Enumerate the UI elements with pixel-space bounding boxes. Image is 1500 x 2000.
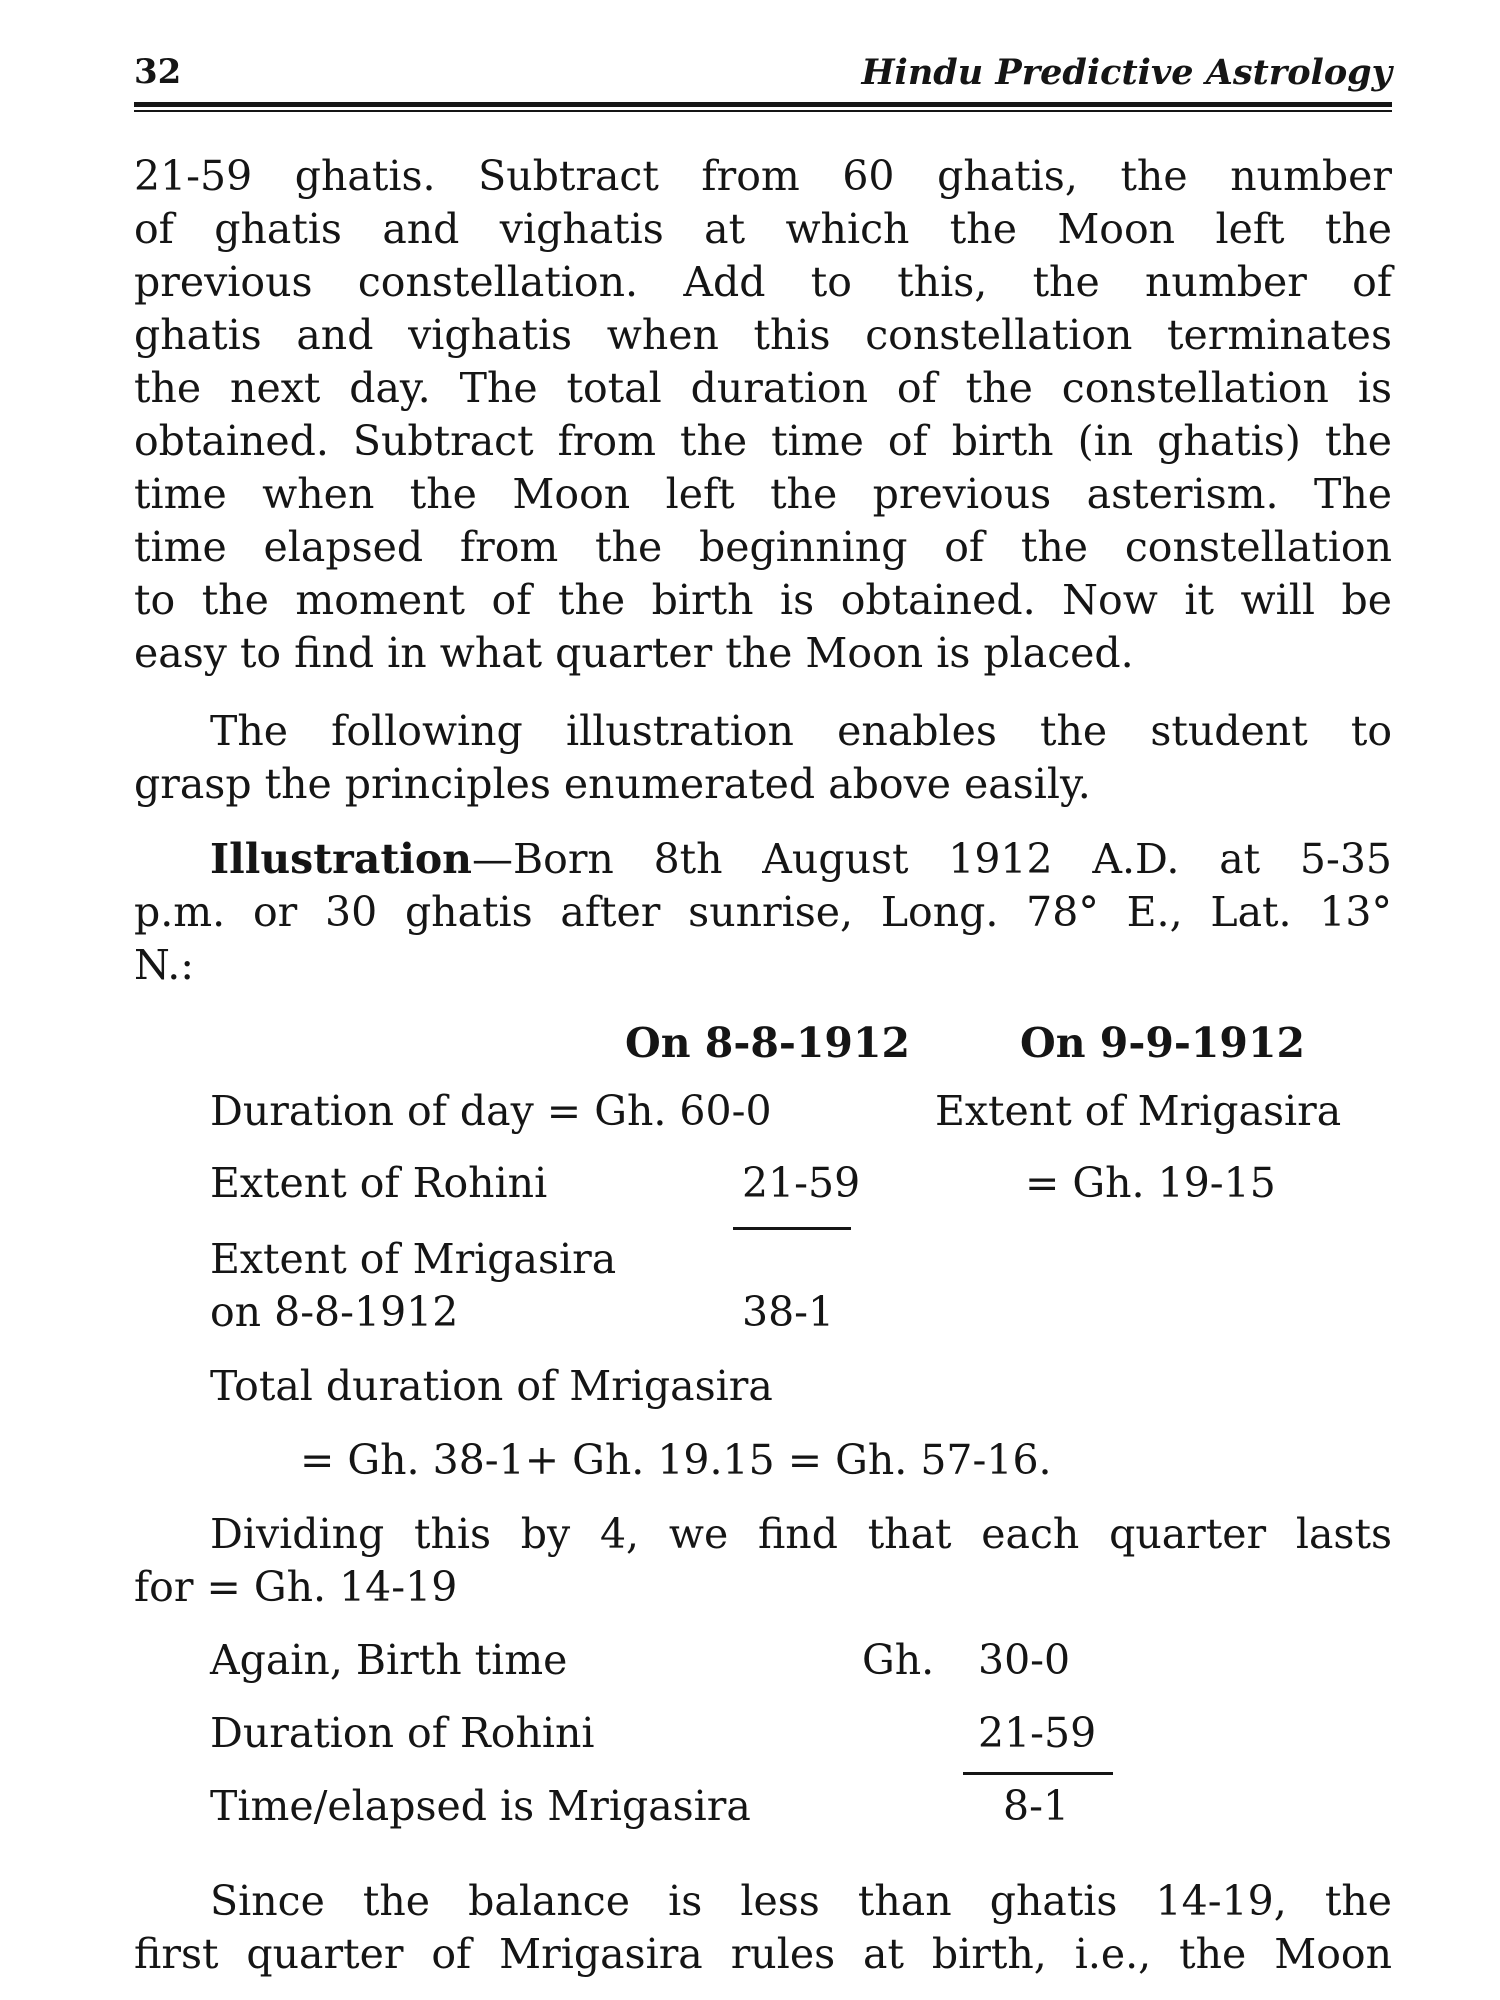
text-line: p.m. or 30 ghatis after sunrise, Long. 78° E., Lat. 13° xyxy=(134,888,1392,936)
text-line: N.: xyxy=(134,941,195,989)
extent-mrigasira-label-b: on 8-8-1912 xyxy=(210,1288,459,1336)
total-duration-label: Total duration of Mrigasira xyxy=(210,1362,773,1410)
illustration-paragraph xyxy=(134,833,1392,992)
total-duration-equation: = Gh. 38-1+ Gh. 19.15 = Gh. 57-16. xyxy=(300,1436,1052,1484)
text-line xyxy=(134,833,1392,886)
text-line: ghatis and vighatis when this constellation terminates xyxy=(134,311,1392,359)
birth-time-value: 30-0 xyxy=(978,1636,1071,1684)
text-line: Dividing this by 4, we find that each quarter lasts xyxy=(210,1510,1392,1558)
running-title: Hindu Predictive Astrology xyxy=(861,52,1392,93)
text-line: 21-59 ghatis. Subtract from 60 ghatis, the number xyxy=(134,152,1392,200)
illustration-line1-text: —Born 8th August 1912 A.D. at 5-35 xyxy=(472,835,1392,883)
extent-mrigasira-value: 38-1 xyxy=(742,1288,835,1336)
time-elapsed-value: 8-1 xyxy=(1003,1782,1070,1830)
text-line: time elapsed from the beginning of the constellation xyxy=(134,523,1392,571)
birth-time-unit: Gh. xyxy=(862,1636,935,1684)
text-line: of ghatis and vighatis at which the Moon left the xyxy=(134,205,1392,253)
birth-time-label: Again, Birth time xyxy=(210,1636,568,1684)
text-line: for = Gh. 14-19 xyxy=(134,1563,458,1611)
text-line: easy to find in what quarter the Moon is placed. xyxy=(134,629,1134,677)
page-number: 32 xyxy=(134,52,182,92)
text-line: first quarter of Mrigasira rules at birth, i.e., the Moon xyxy=(134,1930,1392,1978)
text-line: the next day. The total duration of the constellation is xyxy=(134,364,1392,412)
text-line: Since the balance is less than ghatis 14-19, the xyxy=(210,1877,1392,1925)
text-line: obtained. Subtract from the time of birth (in ghatis) the xyxy=(134,417,1392,465)
text-line: grasp the principles enumerated above easily. xyxy=(134,760,1091,808)
text-line: to the moment of the birth is obtained. Now it will be xyxy=(134,576,1392,624)
duration-rohini-label: Duration of Rohini xyxy=(210,1709,595,1757)
text-line: The following illustration enables the student to xyxy=(210,707,1392,755)
extent-of-rohini-label: Extent of Rohini xyxy=(210,1159,548,1207)
illustration-label: Illustration xyxy=(210,835,472,883)
header-rule-thin xyxy=(134,110,1392,112)
sum-rule-2 xyxy=(963,1772,1113,1775)
paragraph-3 xyxy=(134,1508,1392,1614)
header-rule-thick xyxy=(134,102,1392,107)
time-elapsed-label: Time/elapsed is Mrigasira xyxy=(210,1782,751,1830)
col-heading-8-8-1912: On 8-8-1912 xyxy=(625,1019,910,1067)
extent-mrigasira-label-a: Extent of Mrigasira xyxy=(210,1235,617,1283)
extent-of-rohini-value: 21-59 xyxy=(742,1159,861,1207)
sum-rule-1 xyxy=(733,1227,851,1230)
duration-rohini-value: 21-59 xyxy=(978,1709,1097,1757)
duration-of-day-label: Duration of day = Gh. 60-0 xyxy=(210,1087,772,1135)
col-heading-9-9-1912: On 9-9-1912 xyxy=(1020,1019,1305,1067)
paragraph-4 xyxy=(134,1875,1392,1981)
extent-mrigasira-right-label: Extent of Mrigasira xyxy=(935,1087,1342,1135)
mrigasira-next-day-value: = Gh. 19-15 xyxy=(1025,1159,1276,1207)
paragraph-2 xyxy=(134,705,1392,811)
paragraph-1 xyxy=(134,150,1392,680)
running-header xyxy=(134,42,1392,100)
text-line: time when the Moon left the previous asterism. The xyxy=(134,470,1392,518)
text-line: previous constellation. Add to this, the number of xyxy=(134,258,1392,306)
